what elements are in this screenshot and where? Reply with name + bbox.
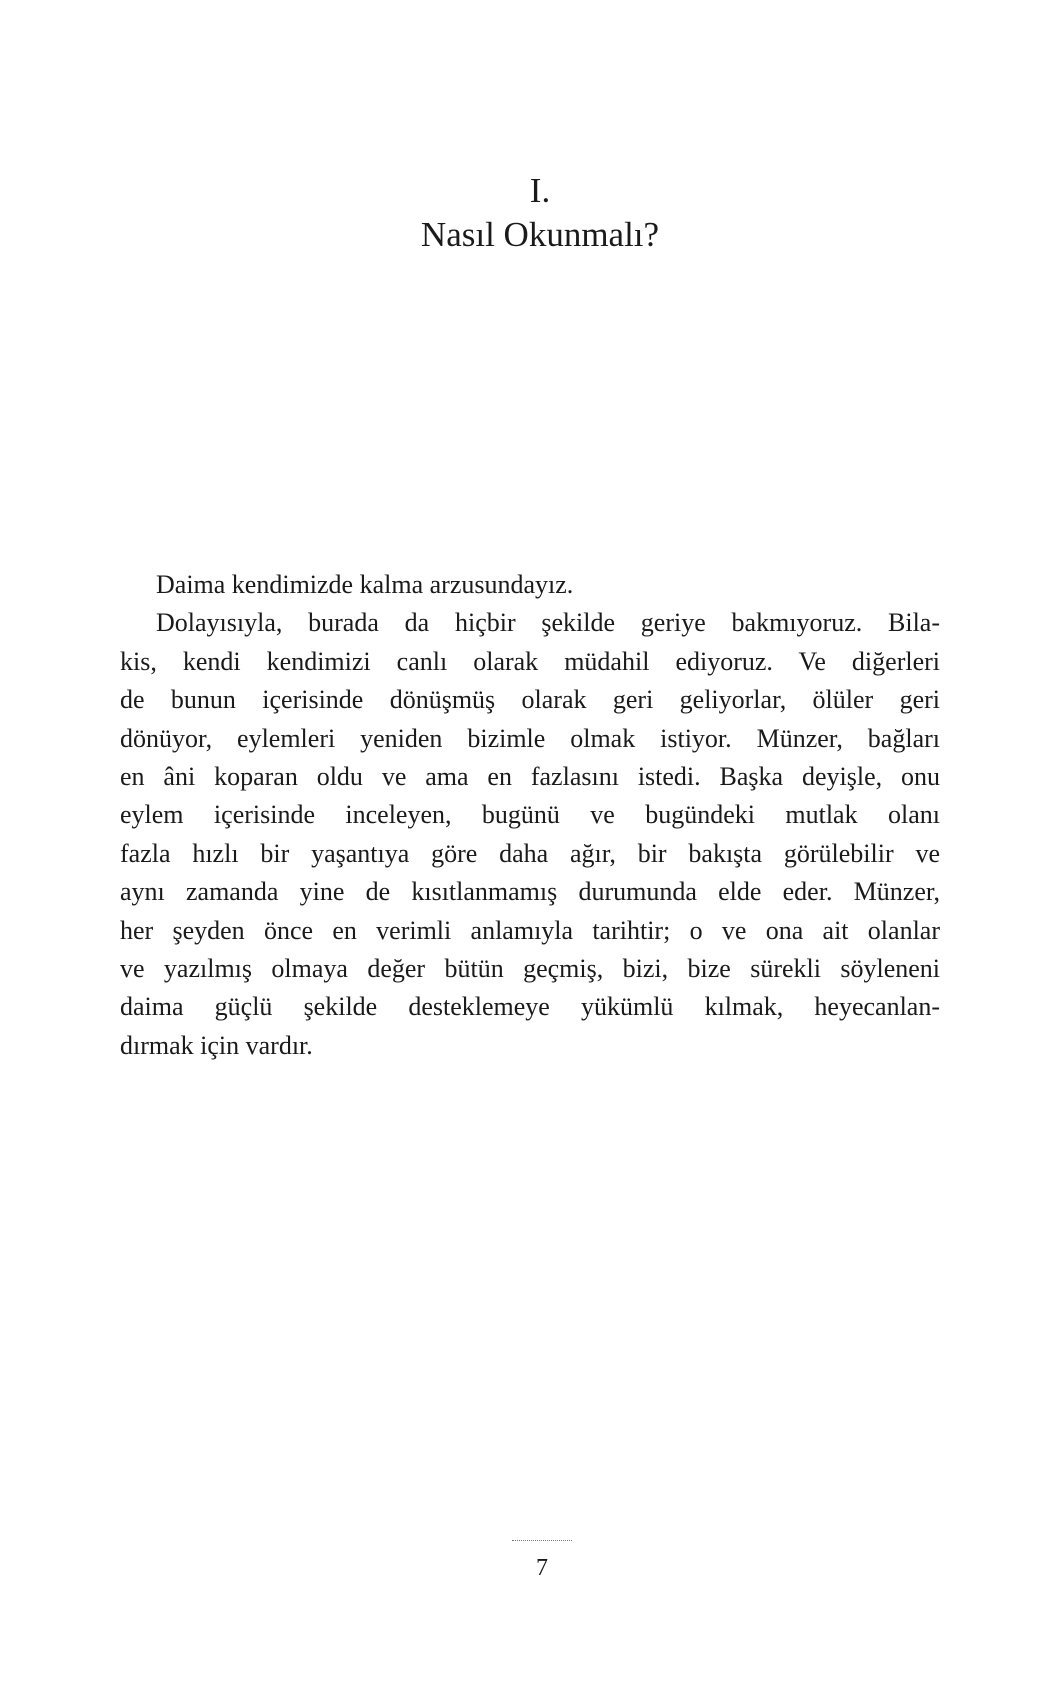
body-text [120,566,940,1065]
paragraph-line: fazla hızlı bir yaşantıya göre daha ağır, bir bakışta görülebilir ve [120,838,940,868]
paragraph-line: Daima kendimizde kalma arzusundayız. [156,570,574,599]
paragraph-line: eylem içerisinde inceleyen, bugünü ve bugündeki mutlak olanı [120,800,940,830]
paragraph-line: Dolayısıyla, burada da hiçbir şekilde geriye bakmıyoruz. Bila- [156,608,940,638]
chapter-title: Nasıl Okunmalı? [420,215,660,254]
paragraph-line: daima güçlü şekilde desteklemeye yükümlü kılmak, heyecanlan- [120,992,940,1022]
paragraph-line: her şeyden önce en verimli anlamıyla tarihtir; o ve ona ait olanlar [120,915,940,945]
paragraph-line: aynı zamanda yine de kısıtlanmamış durumunda elde eder. Münzer, [120,877,940,907]
chapter-number: I. [529,171,551,210]
paragraph-line: de bunun içerisinde dönüşmüş olarak geri geliyorlar, ölüler geri [120,685,940,715]
paragraph-line: en âni koparan oldu ve ama en fazlasını istedi. Başka deyişle, onu [120,761,940,791]
page-number: 7 [536,1555,548,1581]
paragraph-line: ve yazılmış olmaya değer bütün geçmiş, bizi, bize sürekli söyleneni [120,953,940,983]
page-number-rule [512,1540,572,1541]
paragraph-line: dönüyor, eylemleri yeniden bizimle olmak istiyor. Münzer, bağları [120,723,940,753]
paragraph-line: dırmak için vardır. [120,1030,313,1060]
paragraph-line: kis, kendi kendimizi canlı olarak müdahil ediyoruz. Ve diğerleri [120,646,940,676]
